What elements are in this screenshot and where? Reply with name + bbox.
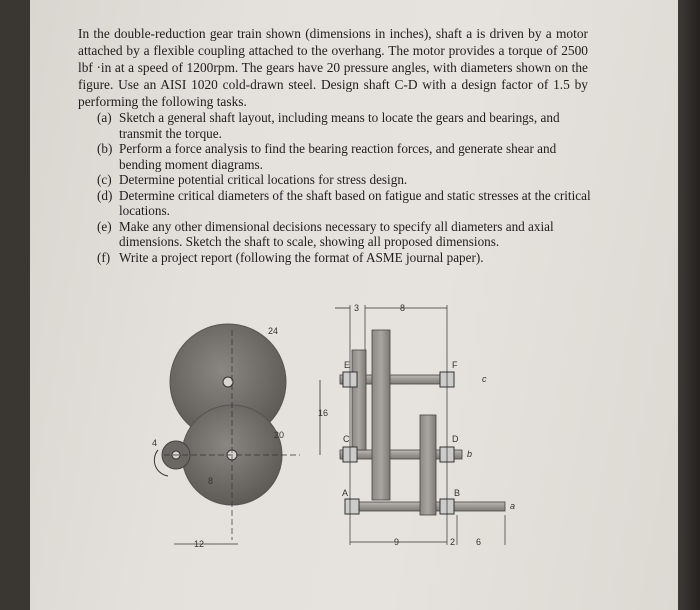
dim-3: 3 [354, 303, 360, 313]
label-c: C [343, 434, 350, 444]
problem-statement: In the double-reduction gear train shown (dimensions in inches), shaft a is driven by a motor attached by a flexible coupling attached to the overhang. The motor provides a torque of 2500 lbf ·in at a speed of 1200rpm. The gears have 20 pressure angles, with diameters shown on the figure. Use an AISI 1020 cold-drawn steel. Design shaft C-D with a design factor of 1.5 by performing the following tasks. [78, 26, 588, 110]
task-item: (a) Sketch a general shaft layout, including means to locate the gears and bearings, and transmit the torque. [97, 110, 560, 141]
shaft-label-b: b [467, 449, 473, 459]
dim-8: 8 [400, 303, 406, 313]
label-a: A [342, 488, 349, 498]
hub-large [223, 377, 233, 387]
task-item: (d) Determine critical diameters of the shaft based on fatigue and static stresses at the critical locations. [97, 187, 591, 218]
task-list [97, 110, 597, 265]
gear-train-drawing [150, 290, 530, 580]
shaft-label-c: c [482, 374, 487, 384]
task-item: (b) Perform a force analysis to find the bearing reaction forces, and generate shear and bending moment diagrams. [97, 141, 557, 172]
dim-6: 6 [476, 537, 482, 547]
shaft-label-a: a [510, 501, 516, 511]
label-d: D [452, 434, 459, 444]
dim-9: 9 [394, 537, 400, 547]
dim-pinion-8: 8 [208, 476, 214, 486]
gear-face-large [372, 330, 390, 500]
gear-face-mid [420, 415, 436, 515]
dim-2: 2 [450, 537, 456, 547]
bearing-a [345, 499, 359, 514]
dim-pinion-4: 4 [152, 438, 158, 448]
task-item: (e) Make any other dimensional decisions necessary to specify all diameters and axial dimensions. Sketch the shaft to scale, showing all proposed dimensions. [97, 218, 554, 249]
gear-face-upper [352, 350, 366, 450]
dim-large-gear: 24 [268, 326, 279, 336]
background-edge [678, 0, 700, 610]
task-item: (f) Write a project report (following the format of ASME journal paper). [97, 249, 484, 265]
dim-16: 16 [318, 408, 329, 418]
label-b: B [454, 488, 461, 498]
task-item: (c) Determine potential critical locations for stress design. [97, 172, 408, 187]
label-f: F [452, 360, 458, 370]
dim-gear-20: 20 [274, 430, 285, 440]
label-e: E [344, 360, 351, 370]
gear-train-figure [150, 290, 530, 580]
dim-12: 12 [194, 539, 205, 549]
